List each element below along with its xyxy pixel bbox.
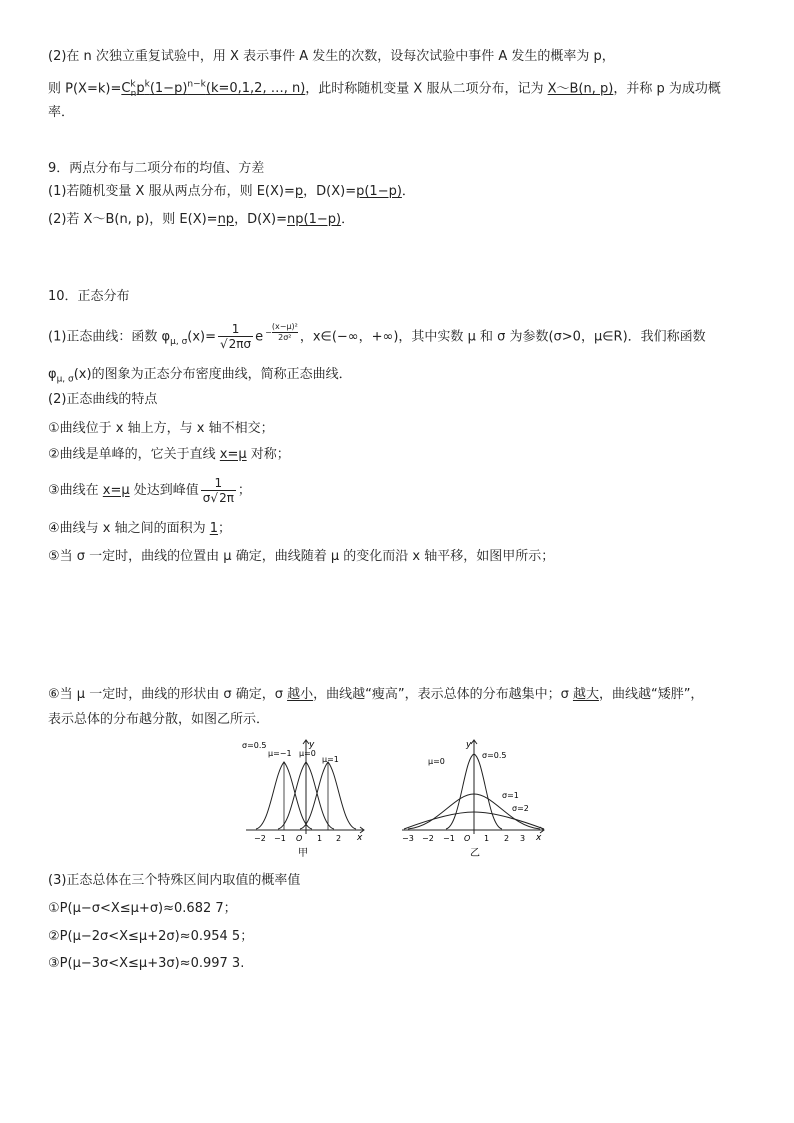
- binomial-def-line2: [48, 76, 721, 103]
- expectation: p: [294, 184, 304, 199]
- tick-2: 2: [336, 834, 342, 843]
- tick-minus2: −2: [422, 834, 434, 843]
- text: 处达到峰值: [129, 483, 199, 498]
- numerator: 1: [201, 476, 236, 491]
- tick-3: 3: [520, 834, 526, 843]
- c-symbol: C: [121, 81, 131, 97]
- tick-1: 1: [317, 834, 323, 843]
- feature-1: ①曲线位于 x 轴上方，与 x 轴不相交；: [48, 421, 274, 436]
- text: ④曲线与 x 轴之间的面积为: [48, 521, 210, 536]
- text: ，曲线越“矮胖”，: [598, 687, 704, 702]
- text: ；: [237, 483, 251, 498]
- text: ③曲线在: [48, 483, 103, 498]
- expectation: np: [217, 212, 235, 227]
- tick-minus1: −1: [274, 834, 286, 843]
- text: 对称；: [246, 447, 290, 462]
- feature-6-cont: 表示总体的分布越分散，如图乙所示．: [48, 712, 270, 727]
- variance: np(1−p): [287, 212, 342, 227]
- prob-three-sigma: ③P(μ−3σ<X≤μ+3σ)≈0.997 3.: [48, 956, 245, 971]
- sqrt-content: 2πσ: [228, 337, 252, 352]
- normal-curve-def-2: [48, 366, 352, 389]
- text: φ: [48, 367, 57, 382]
- sigma-05-label: σ=0.5: [482, 751, 507, 760]
- prob-two-sigma: ②P(μ−2σ<X≤μ+2σ)≈0.954 5；: [48, 929, 254, 944]
- peak-value-fraction: [201, 476, 236, 505]
- binomial-moments-line: [48, 211, 354, 229]
- text: ，D(X)=: [234, 212, 288, 227]
- peak-location: x=μ: [102, 483, 130, 498]
- sigma: σ: [202, 491, 211, 505]
- y-label: y: [466, 740, 472, 750]
- k-range: (k=0,1,2, …, n): [205, 81, 306, 97]
- feature-6: [48, 686, 703, 704]
- text: (x)的图象为正态分布密度曲线，简称正态曲线．: [73, 367, 352, 382]
- text: ，D(X)=: [303, 184, 357, 199]
- figure-jia: [238, 734, 370, 860]
- prob-one-sigma: ①P(μ−σ<X≤μ+σ)≈0.682 7；: [48, 901, 237, 916]
- x-label: x: [536, 833, 542, 843]
- feature-5: ⑤当 σ 一定时，曲线的位置由 μ 确定，曲线随着 μ 的变化而沿 x 轴平移，如图甲所示；: [48, 549, 555, 564]
- special-intervals-heading: (3)正态总体在三个特殊区间内取值的概率值: [48, 873, 301, 888]
- text: 则 P(X=k)=: [48, 81, 122, 97]
- tick-1: 1: [484, 834, 490, 843]
- tick-origin: O: [464, 834, 471, 843]
- text: (2)若 X～B(n, p)，则 E(X)=: [48, 212, 218, 227]
- tick-minus3: −3: [402, 834, 414, 843]
- sigma-1-label: σ=1: [502, 791, 519, 800]
- p-symbol: p: [136, 81, 145, 97]
- phi-sub: μ, σ: [170, 336, 188, 347]
- mu-0-label: μ=0: [299, 749, 316, 758]
- variance: p(1−p): [356, 184, 402, 199]
- section-10-title: 10．正态分布: [48, 289, 130, 304]
- symmetry-axis: x=μ: [219, 447, 247, 462]
- sigma-label: σ=0.5: [242, 741, 267, 750]
- text: ；: [218, 521, 232, 536]
- text: (1)正态曲线：函数 φ: [48, 329, 171, 345]
- text: ，此时称随机变量 X 服从二项分布，记为: [305, 81, 548, 97]
- feature-4: [48, 520, 231, 538]
- feature-2: [48, 446, 290, 464]
- one-minus-p: (1−p): [149, 81, 188, 97]
- q-exp: n−k: [187, 80, 206, 90]
- y-label: y: [309, 740, 315, 750]
- mu-minus1-label: μ=−1: [268, 749, 292, 758]
- sigma-2-label: σ=2: [512, 804, 529, 813]
- c-sup: k: [130, 80, 136, 90]
- feature-3: [48, 474, 251, 508]
- denominator: σ√2π: [202, 491, 234, 505]
- text: (1)若随机变量 X 服从两点分布，则 E(X)=: [48, 184, 295, 199]
- denominator: √2πσ: [220, 337, 252, 352]
- density-fraction: [218, 322, 253, 351]
- mu-1-label: μ=1: [322, 755, 339, 764]
- binomial-notation: X～B(n, p): [547, 81, 614, 97]
- section-9-title: 9．两点分布与二项分布的均值、方差: [48, 161, 265, 176]
- tick-origin: O: [296, 834, 303, 843]
- features-heading: (2)正态曲线的特点: [48, 392, 158, 407]
- sigma-smaller: 越小: [287, 687, 314, 702]
- sigma-larger: 越大: [572, 687, 599, 702]
- c-sub: n: [130, 88, 137, 99]
- caption-yi: 乙: [470, 848, 480, 859]
- tick-minus2: −2: [254, 834, 266, 843]
- binomial-def-line3: 率．: [48, 105, 75, 120]
- binomial-formula: [121, 80, 306, 99]
- tick-2: 2: [504, 834, 510, 843]
- text: (x)=: [187, 329, 217, 345]
- area-value: 1: [209, 521, 219, 536]
- text: ，x∈(−∞，+∞)，其中实数 μ 和 σ 为参数(σ>0，μ∈R)．我们称函数: [299, 329, 706, 345]
- p-exp: k: [144, 80, 150, 90]
- numerator: 1: [218, 322, 253, 337]
- exp-numerator: (x−μ)²: [271, 322, 298, 331]
- text: ②曲线是单峰的，它关于直线: [48, 447, 220, 462]
- figure-yi: [398, 734, 548, 860]
- normal-curve-def: [48, 318, 706, 357]
- two-point-line: [48, 183, 415, 201]
- text: ．: [401, 184, 415, 199]
- binomial-def-line1: (2)在 n 次独立重复试验中，用 X 表示事件 A 发生的次数，设每次试验中事件 A 发生的概率为 p，: [48, 49, 615, 64]
- sqrt-content: 2π: [219, 491, 234, 505]
- caption-jia: 甲: [298, 848, 308, 859]
- text: ．: [341, 212, 355, 227]
- text: ，并称 p 为成功概: [613, 81, 721, 97]
- x-label: x: [357, 833, 363, 843]
- exponent-fraction: − $\frac{\text{(x−μ)²}}{\text{2σ²}}$: [265, 322, 298, 342]
- mu-label: μ=0: [428, 757, 445, 766]
- e-symbol: e: [255, 329, 264, 345]
- phi-sub: μ, σ: [56, 374, 74, 385]
- tick-minus1: −1: [443, 834, 455, 843]
- text: ⑥当 μ 一定时，曲线的形状由 σ 确定，σ: [48, 687, 288, 702]
- text: ，曲线越“瘦高”，表示总体的分布越集中；σ: [313, 687, 573, 702]
- exp-denominator: 2σ²: [278, 333, 292, 342]
